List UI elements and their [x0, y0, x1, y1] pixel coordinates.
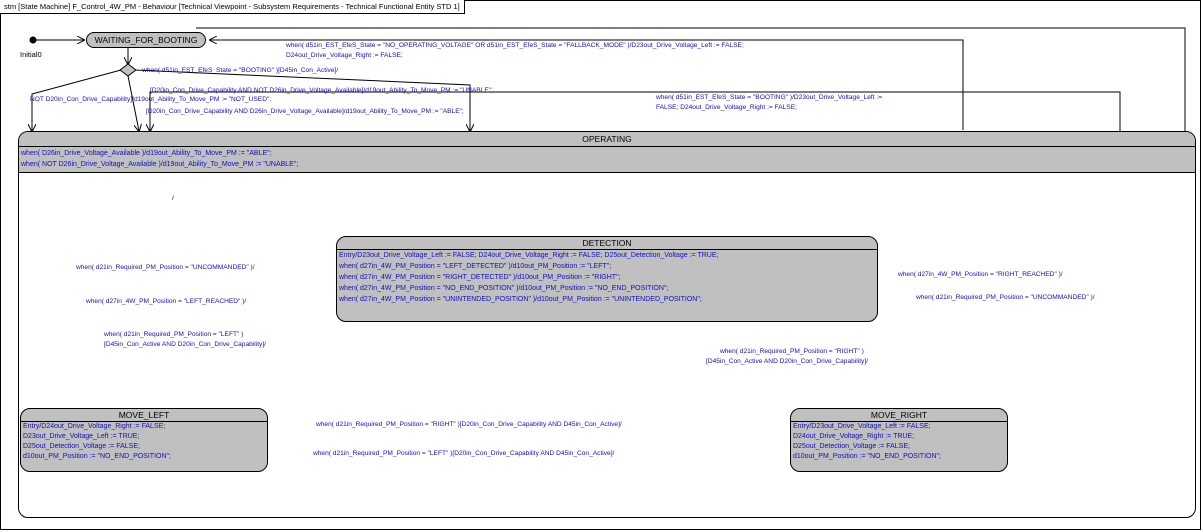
internal-transition: when( D26in_Drive_Voltage_Available )/d19out_Ability_To_Move_PM := "ABLE"; [21, 150, 272, 157]
entry-action: Entry/D23out_Drive_Voltage_Left := FALSE; D24out_Drive_Voltage_Right := FALSE; D25out_Detection_Voltage := TRUE; [339, 252, 719, 259]
transition-label: FALSE; D24out_Drive_Voltage_Right := FALSE; [656, 104, 797, 111]
transition-label: when( d21in_Required_PM_Position = "LEFT" ) [104, 331, 244, 338]
entry-action: D23out_Drive_Voltage_Left := TRUE; [23, 433, 140, 440]
transition-label: when( d21in_Required_PM_Position = "LEFT" )[D20in_Con_Drive_Capability AND D45in_Con_Active]/ [313, 450, 615, 457]
transition-label: [D20in_Con_Drive_Capability AND NOT D26in_Drive_Voltage_Available]/d19out_Ability_To_Move_PM := "UNABLE"; [150, 87, 493, 94]
state-move-left[interactable] [20, 408, 268, 472]
entry-action: d10out_PM_Position := "NO_END_POSITION"; [23, 453, 171, 460]
operating-header [19, 132, 1195, 147]
internal-transition: when( d27in_4W_PM_Position = "UNINTENDED_POSITION" )/d10out_PM_Position := "UNINTENDED_POSITION"; [339, 296, 702, 303]
internal-transition: when( d27in_4W_PM_Position = "NO_END_POSITION" )/d10out_PM_Position := "NO_END_POSITION"; [339, 285, 669, 292]
transition-label: when( d27in_4W_PM_Position = "RIGHT_REACHED" )/ [898, 271, 1063, 278]
choice-pseudostate [120, 64, 136, 76]
transition-label: [D45in_Con_Active AND D20in_Con_Drive_Capability]/ [706, 358, 868, 365]
transition-label: when( d21in_Required_PM_Position = "UNCOMMANDED" )/ [76, 264, 255, 271]
operating-internal-transitions [19, 147, 1195, 173]
transition-label: when( d51in_EST_EfeS_State = "NO_OPERATING_VOLTAGE" OR d51in_EST_EfeS_State = "FALLBACK_MODE" )/D23out_Drive_Voltage_Left := FALSE; [286, 42, 744, 49]
transition-label: when( d21in_Required_PM_Position = "UNCOMMANDED" )/ [916, 294, 1095, 301]
state-title: OPERATING [582, 134, 632, 144]
transition-label: [D45in_Con_Active AND D20in_Con_Drive_Capability]/ [104, 341, 266, 348]
entry-action: d10out_PM_Position := "NO_END_POSITION"; [793, 453, 941, 460]
entry-action: D24out_Drive_Voltage_Right := TRUE; [793, 433, 915, 440]
initial-label: Initial0 [20, 50, 42, 59]
entry-action: D25out_Detection_Voltage := FALSE; [793, 443, 910, 450]
transition-label: D24out_Drive_Voltage_Right := FALSE; [286, 52, 403, 59]
transition-label: / [172, 195, 174, 202]
initial-pseudostate-outer [30, 37, 37, 44]
state-title: WAITING_FOR_BOOTING [94, 35, 198, 45]
entry-action: Entry/D23out_Drive_Voltage_Left := FALSE; [793, 423, 931, 430]
state-move-right[interactable] [790, 408, 1008, 472]
internal-transition: when( d27in_4W_PM_Position = "LEFT_DETECTED" )/d10out_PM_Position := "LEFT"; [339, 263, 612, 270]
entry-action: D25out_Detection_Voltage := FALSE; [23, 443, 140, 450]
internal-transition: when( d27in_4W_PM_Position = "RIGHT_DETECTED" )/d10out_PM_Position := "RIGHT"; [339, 274, 621, 281]
transition-label: [D20in_Con_Drive_Capability AND D26in_Drive_Voltage_Available]/d19out_Ability_To_Move_PM := "ABLE"; [146, 108, 464, 115]
state-title: MOVE_RIGHT [870, 410, 928, 420]
state-waiting-for-booting[interactable] [86, 32, 206, 48]
state-title: DETECTION [582, 238, 632, 248]
transition-label: when( d21in_Required_PM_Position = "RIGHT" )[D20in_Con_Drive_Capability AND D45in_Con_Active]/ [316, 421, 622, 428]
state-title: MOVE_LEFT [118, 410, 170, 420]
transition-label: when( d27in_4W_PM_Position = "LEFT_REACHED" )/ [86, 298, 247, 305]
frame-title: stm [State Machine] F_Control_4W_PM - Behaviour [Technical Viewpoint - Subsystem Requirements - Technical Functional Entity STD 1] [0, 0, 465, 14]
internal-transition: when( NOT D26in_Drive_Voltage_Available )/d19out_Ability_To_Move_PM := "UNABLE"; [21, 161, 299, 168]
transition-label: when( d51in_EST_EfeS_State = "BOOTING" )[D45in_Con_Active]/ [142, 67, 339, 74]
transition-label: when( d21in_Required_PM_Position = "RIGHT" ) [720, 348, 864, 355]
transition-label: NOT D20in_Con_Drive_Capability]/d19out_Ability_To_Move_PM := "NOT_USED"; [30, 96, 272, 103]
transition-label: when( d51in_EST_EfeS_State = "BOOTING" )/D23out_Drive_Voltage_Left := [656, 94, 883, 101]
state-detection[interactable] [336, 236, 878, 322]
entry-action: Entry/D24out_Drive_Voltage_Right := FALSE; [23, 423, 166, 430]
